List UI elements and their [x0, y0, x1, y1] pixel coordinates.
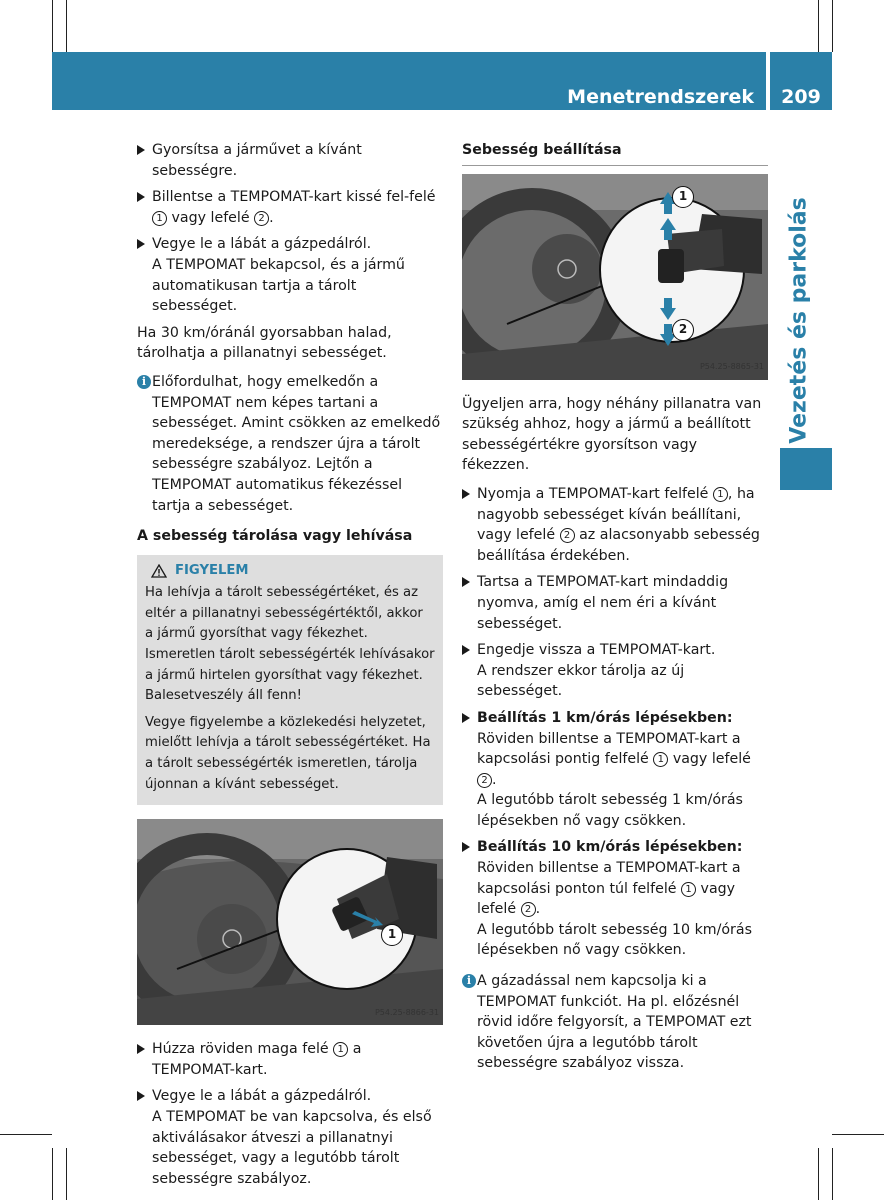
crop-mark	[818, 0, 819, 52]
step-item	[137, 140, 443, 181]
step-text: Röviden billentse a TEMPOMAT-kart a kapcsolási ponton túl felfelé	[477, 860, 741, 897]
step-result: A legutóbb tárolt sebesség 1 km/órás lépésekben nő vagy csökken.	[477, 792, 743, 829]
figure-code: P54.25-8865-31	[699, 362, 764, 371]
triangle-right-icon	[462, 577, 470, 587]
step-bold: Beállítás 1 km/órás lépésekben:	[477, 709, 733, 726]
step-text: vagy lefelé	[672, 751, 751, 768]
info-note	[462, 971, 768, 1074]
callout-number: 2	[477, 773, 492, 788]
step-text: vagy lefelé	[171, 209, 250, 226]
step-text: .	[492, 771, 497, 788]
step-result: A rendszer ekkor tárolja az új sebességet.	[477, 662, 685, 700]
step-text: , ha nagyobb sebességet kíván beállítani, vagy lefelé	[477, 485, 755, 544]
step-text: az alacsonyabb sebesség beállítása érdekében.	[477, 527, 760, 564]
warning-triangle-icon	[151, 564, 167, 578]
callout-number: 1	[681, 882, 696, 897]
triangle-right-icon	[462, 645, 470, 655]
step-text: Engedje vissza a TEMPOMAT-kart.	[477, 642, 716, 659]
step-item	[462, 640, 768, 702]
triangle-right-icon	[462, 713, 470, 723]
callout-number: 2	[521, 902, 536, 917]
triangle-right-icon	[137, 1091, 145, 1101]
crop-mark	[0, 1134, 52, 1135]
crop-mark	[832, 1134, 884, 1135]
step-text: Gyorsítsa a járművet a kívánt sebességre.	[152, 142, 362, 179]
side-tab-label: Vezetés és parkolás	[786, 196, 812, 444]
step-item	[462, 572, 768, 634]
step-bold: Beállítás 10 km/órás lépésekben:	[477, 839, 743, 856]
left-column	[137, 140, 443, 1195]
callout-number: 1	[333, 1042, 348, 1057]
paragraph: Ügyeljen arra, hogy néhány pillanatra van szükség ahhoz, hogy a jármű a beállított sebességértékre gyorsítson vagy fékezzen.	[462, 395, 762, 474]
figure-callout-1: 1	[381, 924, 403, 946]
step-text: Nyomja a TEMPOMAT-kart felfelé	[477, 485, 709, 502]
info-icon: i	[462, 974, 476, 988]
info-text: A gázadással nem kapcsolja ki a TEMPOMAT funkciót. Ha pl. előzésnél rövid időre felgyorsít, a TEMPOMAT ezt követően újra a legutóbb tárolt sebességre szabályoz vissza.	[477, 973, 752, 1072]
step-text: a TEMPOMAT-kart.	[152, 1041, 362, 1078]
step-item	[137, 187, 443, 228]
step-text: Vegye le a lábát a gázpedálról.	[152, 1088, 372, 1105]
figure-illustration	[137, 819, 443, 1025]
step-text: Tartsa a TEMPOMAT-kart mindaddig nyomva, amíg el nem éri a kívánt sebességet.	[477, 574, 729, 632]
section-title: Menetrendszerek	[567, 86, 754, 108]
triangle-right-icon	[462, 489, 470, 499]
crop-mark	[832, 0, 833, 52]
steering-wheel-figure	[137, 819, 443, 1025]
crop-mark	[52, 1148, 53, 1200]
step-text: vagy lefelé	[477, 880, 736, 918]
info-icon: i	[137, 375, 151, 389]
triangle-right-icon	[462, 842, 470, 852]
warning-title-text: FIGYELEM	[175, 562, 249, 578]
crop-mark	[66, 1148, 67, 1200]
section-heading: Sebesség beállítása	[462, 140, 768, 166]
side-tab	[768, 196, 830, 444]
triangle-right-icon	[137, 1044, 145, 1054]
step-item	[462, 484, 768, 566]
figure-callout-2: 2	[672, 319, 694, 341]
step-text: .	[535, 901, 541, 918]
step-result: A TEMPOMAT bekapcsol, és a jármű automatikusan tartja a tárolt sebességet.	[152, 256, 405, 315]
paragraph: Ha 30 km/óránál gyorsabban halad, tárolhatja a pillanatnyi sebességet.	[137, 324, 392, 362]
info-note	[137, 372, 443, 516]
figure-callout-1: 1	[672, 186, 694, 208]
warning-title	[145, 561, 435, 582]
triangle-right-icon	[137, 145, 145, 155]
step-result: A legutóbb tárolt sebesség 10 km/órás lépésekben nő vagy csökken.	[477, 921, 752, 959]
subheading: A sebesség tárolása vagy lehívása	[137, 528, 413, 545]
step-item	[462, 837, 768, 961]
step-text: Billentse a TEMPOMAT-kart kissé fel-felé	[152, 189, 436, 206]
warning-text: Ha lehívja a tárolt sebességértéket, és az eltér a pillanatnyi sebességértéktől, akkor a jármű gyorsíthat vagy fékezhet. Ismeretlen tárolt sebességérték lehívásakor a jármű hirtelen gyorsíthat vagy fékezhet. Balesetveszély áll fenn!	[145, 585, 435, 704]
callout-number: 1	[152, 211, 167, 226]
crop-mark	[818, 1148, 819, 1200]
cruise-lever-figure	[462, 174, 768, 380]
side-tab-marker	[780, 448, 832, 490]
warning-box	[137, 555, 443, 806]
callout-number: 1	[653, 752, 668, 767]
crop-mark	[52, 0, 53, 52]
triangle-right-icon	[137, 192, 145, 202]
triangle-right-icon	[137, 239, 145, 249]
step-item	[137, 234, 443, 316]
step-result: A TEMPOMAT be van kapcsolva, és első aktiválásakor átveszi a pillanatnyi sebességet, vagy a legutóbb tárolt sebességre szabályoz.	[152, 1109, 432, 1187]
crop-mark	[66, 0, 67, 52]
step-item	[137, 1086, 443, 1189]
step-text: Röviden billentse a TEMPOMAT-kart a kapcsolási pontig felfelé	[477, 730, 741, 768]
step-text: .	[269, 209, 274, 226]
callout-number: 2	[560, 528, 575, 543]
step-text: Húzza röviden maga felé	[152, 1041, 329, 1058]
step-text: Vegye le a lábát a gázpedálról.	[152, 236, 372, 253]
step-item	[462, 708, 768, 832]
warning-text: Vegye figyelembe a közlekedési helyzetet, mielőtt lehívja a tárolt sebességértéket. Ha a tárolt sebességérték ismeretlen, tárolja újonnan a kívánt sebességet.	[145, 714, 431, 792]
crop-mark	[832, 1148, 833, 1200]
page-number: 209	[781, 86, 821, 108]
figure-illustration	[462, 174, 768, 380]
figure-code: P54.25-8866-31	[374, 1007, 439, 1017]
step-item	[137, 1039, 443, 1080]
callout-number: 1	[713, 487, 728, 502]
right-column	[462, 140, 768, 1082]
callout-number: 2	[254, 211, 269, 226]
info-text: Előfordulhat, hogy emelkedőn a TEMPOMAT nem képes tartani a sebességet. Amint csökken az emelkedő meredeksége, a rendszer újra a tárolt sebességre szabályoz. Lejtőn a TEMPOMAT automatikus fékezéssel tartja a sebességet.	[152, 373, 441, 514]
